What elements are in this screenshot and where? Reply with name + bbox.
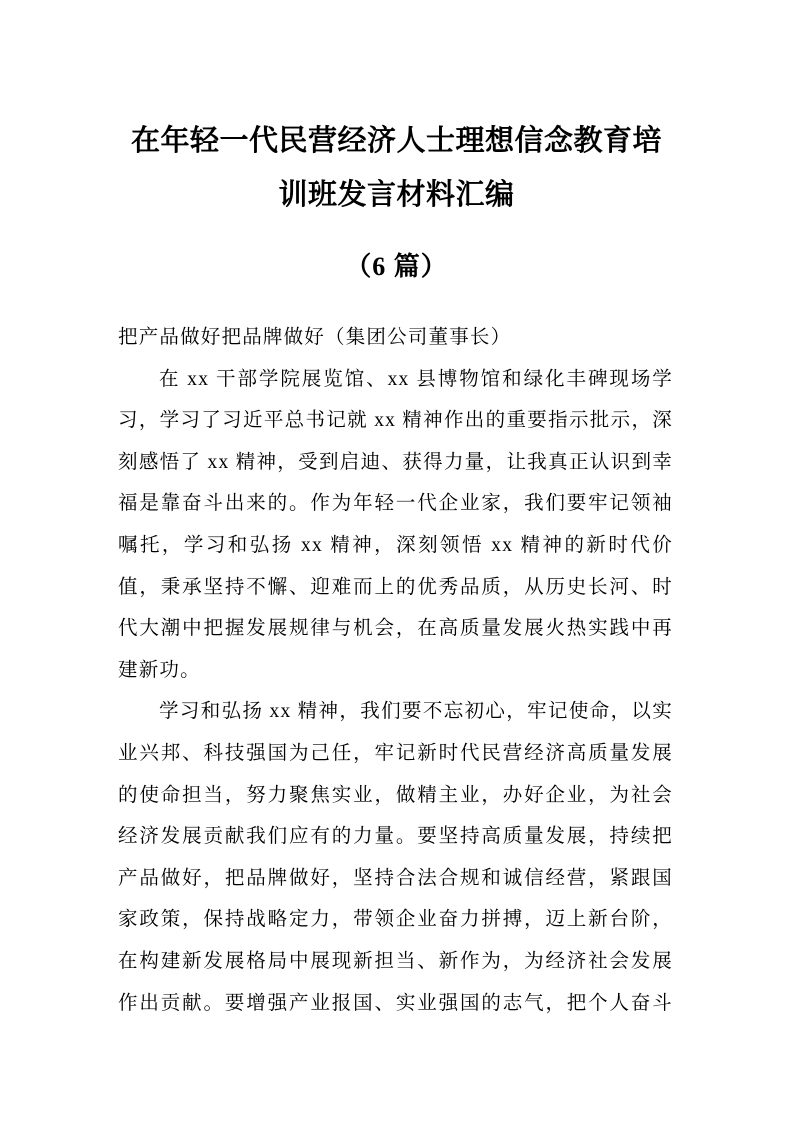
document-title-line1: 在年轻一代民营经济人士理想信念教育培	[130, 125, 662, 157]
document-count-label: （6 篇）	[345, 252, 448, 281]
document-title	[0, 0, 793, 222]
paragraph-2: 学习和弘扬 xx 精神，我们要不忘初心，牢记使命，以实业兴邦、科技强国为己任，牢记新时代民营经济高质量发展的使命担当，努力聚焦实业，做精主业，办好企业，为社会经济发展贡献我们应有的力量。要坚持高质量发展，持续把产品做好，把品牌做好，坚持合法合规和诚信经营，紧跟国家政策，保持战略定力，带领企业奋力拼搏，迈上新台阶，在构建新发展格局中展现新担当、新作为，为经济社会发展作出贡献。要增强产业报国、实业强国的志气，把个人奋斗	[118, 701, 673, 1014]
paragraph-1: 在 xx 干部学院展览馆、xx 县博物馆和绿化丰碑现场学习，学习了习近平总书记就 xx 精神作出的重要指示批示，深刻感悟了 xx 精神，受到启迪、获得力量，让我真正认识到幸福是靠奋斗出来的。作为年轻一代企业家，我们要牢记领袖嘱托，学习和弘扬 xx 精神，深刻领悟 xx 精神的新时代价值，秉承坚持不懈、迎难而上的优秀品质，从历史长河、时代大潮中把握发展规律与机会，在高质量发展火热实践中再建新功。	[118, 368, 673, 681]
document-body	[0, 317, 793, 1024]
section-heading: 把产品做好把品牌做好（集团公司董事长）	[118, 327, 512, 348]
document-title-line2: 训班发言材料汇编	[278, 179, 515, 211]
